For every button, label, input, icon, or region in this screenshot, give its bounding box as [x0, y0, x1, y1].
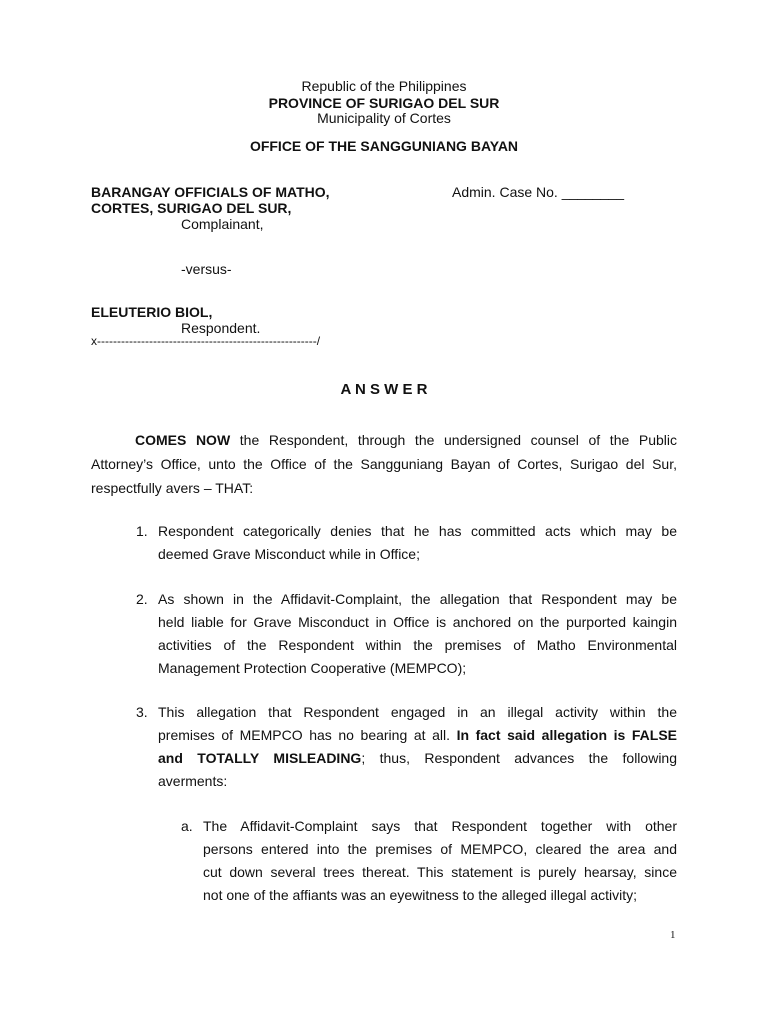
item-3-number: 3. [136, 704, 148, 720]
header-republic: Republic of the Philippines [301, 78, 467, 94]
complainant-line2: CORTES, SURIGAO DEL SUR, [91, 200, 292, 216]
item-3-line4: averments: [158, 773, 228, 789]
item-2-line4: Management Protection Cooperative (MEMPCO); [158, 660, 467, 676]
versus-label: -versus- [181, 261, 232, 277]
item-3-line1: This allegation that Respondent engaged in an illegal activity within the [158, 704, 677, 720]
item-3-line3 [158, 750, 677, 766]
item-3-line3-bold: and TOTALLY MISLEADING [158, 750, 362, 766]
item-3-line2 [158, 727, 677, 743]
item-3-line2-bold: In fact said allegation is FALSE [456, 727, 677, 743]
intro-lead: COMES NOW [135, 432, 231, 448]
case-number: Admin. Case No. ________ [452, 184, 624, 200]
subitem-a-line4: not one of the affiants was an eyewitness to the alleged illegal activity; [203, 887, 638, 903]
item-3-line3-text: ; thus, Respondent advances the following [361, 750, 678, 766]
header-municipality: Municipality of Cortes [317, 110, 451, 126]
item-2-number: 2. [136, 591, 148, 607]
subitem-a-line1: The Affidavit-Complaint says that Respondent together with other [203, 818, 677, 834]
item-1-line1: Respondent categorically denies that he has committed acts which may be [158, 523, 677, 539]
respondent-name: ELEUTERIO BIOL, [91, 304, 213, 320]
subitem-a-letter: a. [181, 818, 193, 834]
item-3-line2-text: premises of MEMPCO has no bearing at all. [158, 727, 457, 743]
complainant-label: Complainant, [181, 216, 264, 232]
subitem-a-line3: cut down several trees thereat. This statement is purely hearsay, since [203, 864, 677, 880]
item-2-line2: held liable for Grave Misconduct in Office is anchored on the purported kaingin [158, 614, 677, 630]
header-office: OFFICE OF THE SANGGUNIANG BAYAN [249, 138, 519, 154]
item-2-line1: As shown in the Affidavit-Complaint, the allegation that Respondent may be [158, 591, 677, 607]
document-title: A N S W E R [340, 381, 428, 398]
subitem-a-line2: persons entered into the premises of MEMPCO, cleared the area and [203, 841, 677, 857]
respondent-label: Respondent. [181, 320, 261, 336]
intro-line1 [91, 432, 677, 448]
intro-line1-text: the Respondent, through the undersigned counsel of the Public [230, 432, 678, 448]
item-2-line3: activities of the Respondent within the premises of Matho Environmental [158, 637, 677, 653]
page-number: 1 [670, 929, 676, 941]
item-1-line2: deemed Grave Misconduct while in Office; [158, 546, 420, 562]
complainant-line1: BARANGAY OFFICIALS OF MATHO, [91, 184, 330, 200]
item-1-number: 1. [136, 523, 148, 539]
caption-separator: x-------------------------------------------------------/ [91, 334, 321, 348]
intro-line2: Attorney’s Office, unto the Office of the Sangguniang Bayan of Cortes, Surigao del Sur, [91, 456, 677, 472]
intro-line3: respectfully avers – THAT: [91, 480, 254, 496]
header-province: PROVINCE OF SURIGAO DEL SUR [268, 95, 500, 111]
